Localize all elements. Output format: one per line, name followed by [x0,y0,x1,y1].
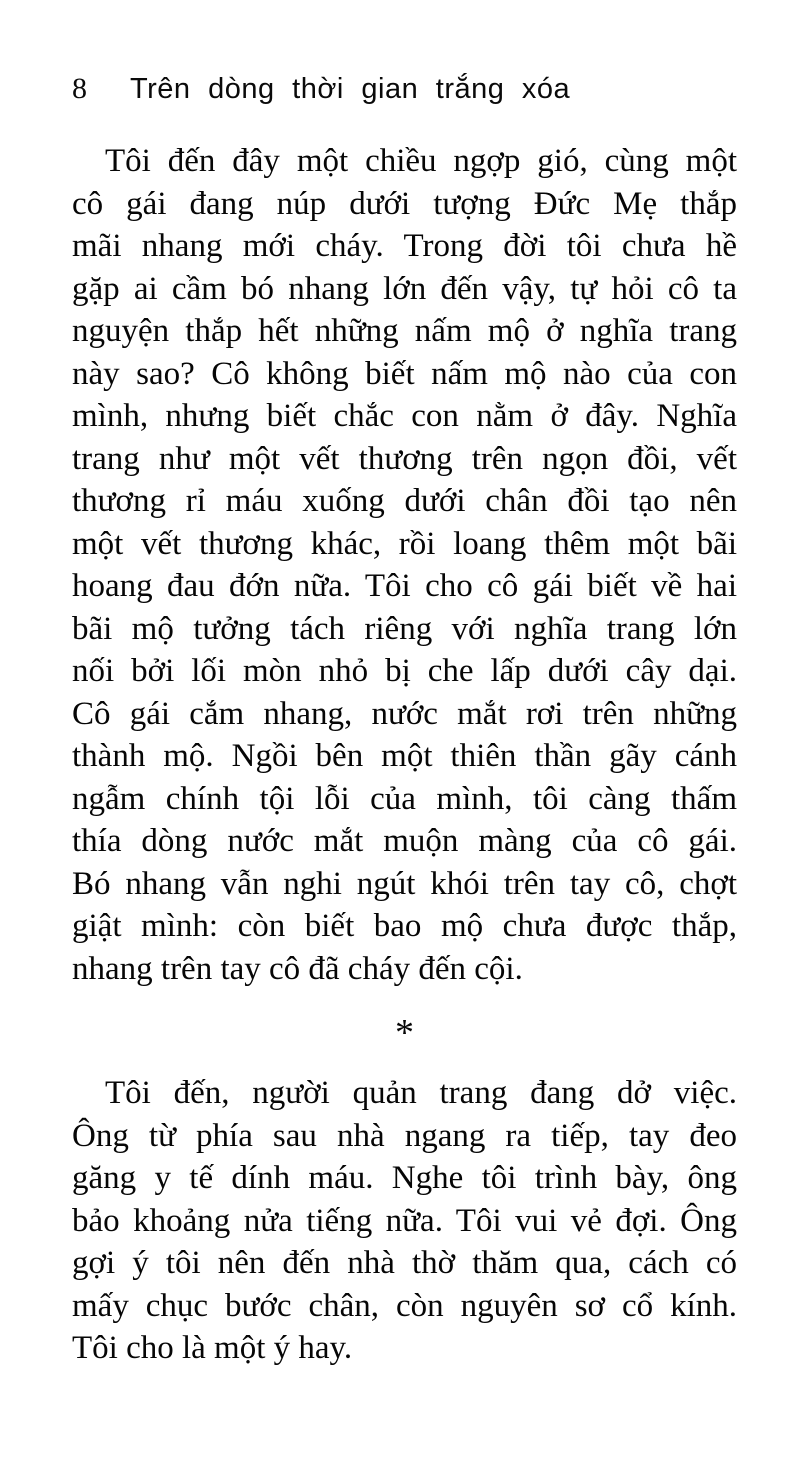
text-line: bảo khoảng nửa tiếng nữa. Tôi vui vẻ đợi. Ông [72,1202,737,1239]
text-line: hoang đau đớn nữa. Tôi cho cô gái biết về hai [72,568,737,604]
text-line: Cô gái cắm nhang, nước mắt rơi trên những [72,695,737,732]
text-line: bãi mộ tưởng tách riêng với nghĩa trang lớn [72,610,737,647]
body-text [72,140,737,1370]
text-line: Tôi đến, người quản trang đang dở việc. [105,1075,737,1111]
text-line: gặp ai cầm bó nhang lớn đến vậy, tự hỏi cô ta [72,270,737,307]
text-line: cô gái đang núp dưới tượng Đức Mẹ thắp [72,185,737,222]
text-line: mình, nhưng biết chắc con nằm ở đây. Nghĩa [72,398,737,434]
text-line: gợi ý tôi nên đến nhà thờ thăm qua, cách có [72,1245,737,1281]
text-line: Bó nhang vẫn nghi ngút khói trên tay cô, chợt [72,865,737,902]
text-line: Ông từ phía sau nhà ngang ra tiếp, tay đeo [72,1117,737,1154]
text-line: ngẫm chính tội lỗi của mình, tôi càng thấm [72,780,737,817]
section-separator-asterisk: * [395,1012,414,1054]
text-line: thành mộ. Ngồi bên một thiên thần gãy cánh [72,738,737,774]
text-line: thía dòng nước mắt muộn màng của cô gái. [72,823,737,859]
running-header [72,72,737,106]
running-title: Trên dòng thời gian trắng xóa [130,73,571,105]
text-line: nối bởi lối mòn nhỏ bị che lấp dưới cây dại. [72,653,737,689]
text-line: này sao? Cô không biết nấm mộ nào của con [72,355,737,392]
paragraph-2 [72,1072,737,1370]
text-line: nhang trên tay cô đã cháy đến cội. [72,950,523,987]
text-line: nguyện thắp hết những nấm mộ ở nghĩa trang [72,313,737,349]
paragraph-1 [72,140,737,990]
text-line: giật mình: còn biết bao mộ chưa được thắp, [72,908,737,944]
text-line: mãi nhang mới cháy. Trong đời tôi chưa hề [72,228,737,264]
text-line: thương rỉ máu xuống dưới chân đồi tạo nên [72,483,737,519]
page-number: 8 [72,72,88,105]
text-line: trang như một vết thương trên ngọn đồi, vết [72,440,737,477]
text-line: một vết thương khác, rồi loang thêm một bãi [72,525,737,562]
text-line: Tôi cho là một ý hay. [72,1330,353,1366]
text-line: Tôi đến đây một chiều ngợp gió, cùng một [105,143,737,179]
text-line: găng y tế dính máu. Nghe tôi trình bày, ông [72,1160,737,1196]
text-line: mấy chục bước chân, còn nguyên sơ cổ kính. [72,1287,737,1324]
